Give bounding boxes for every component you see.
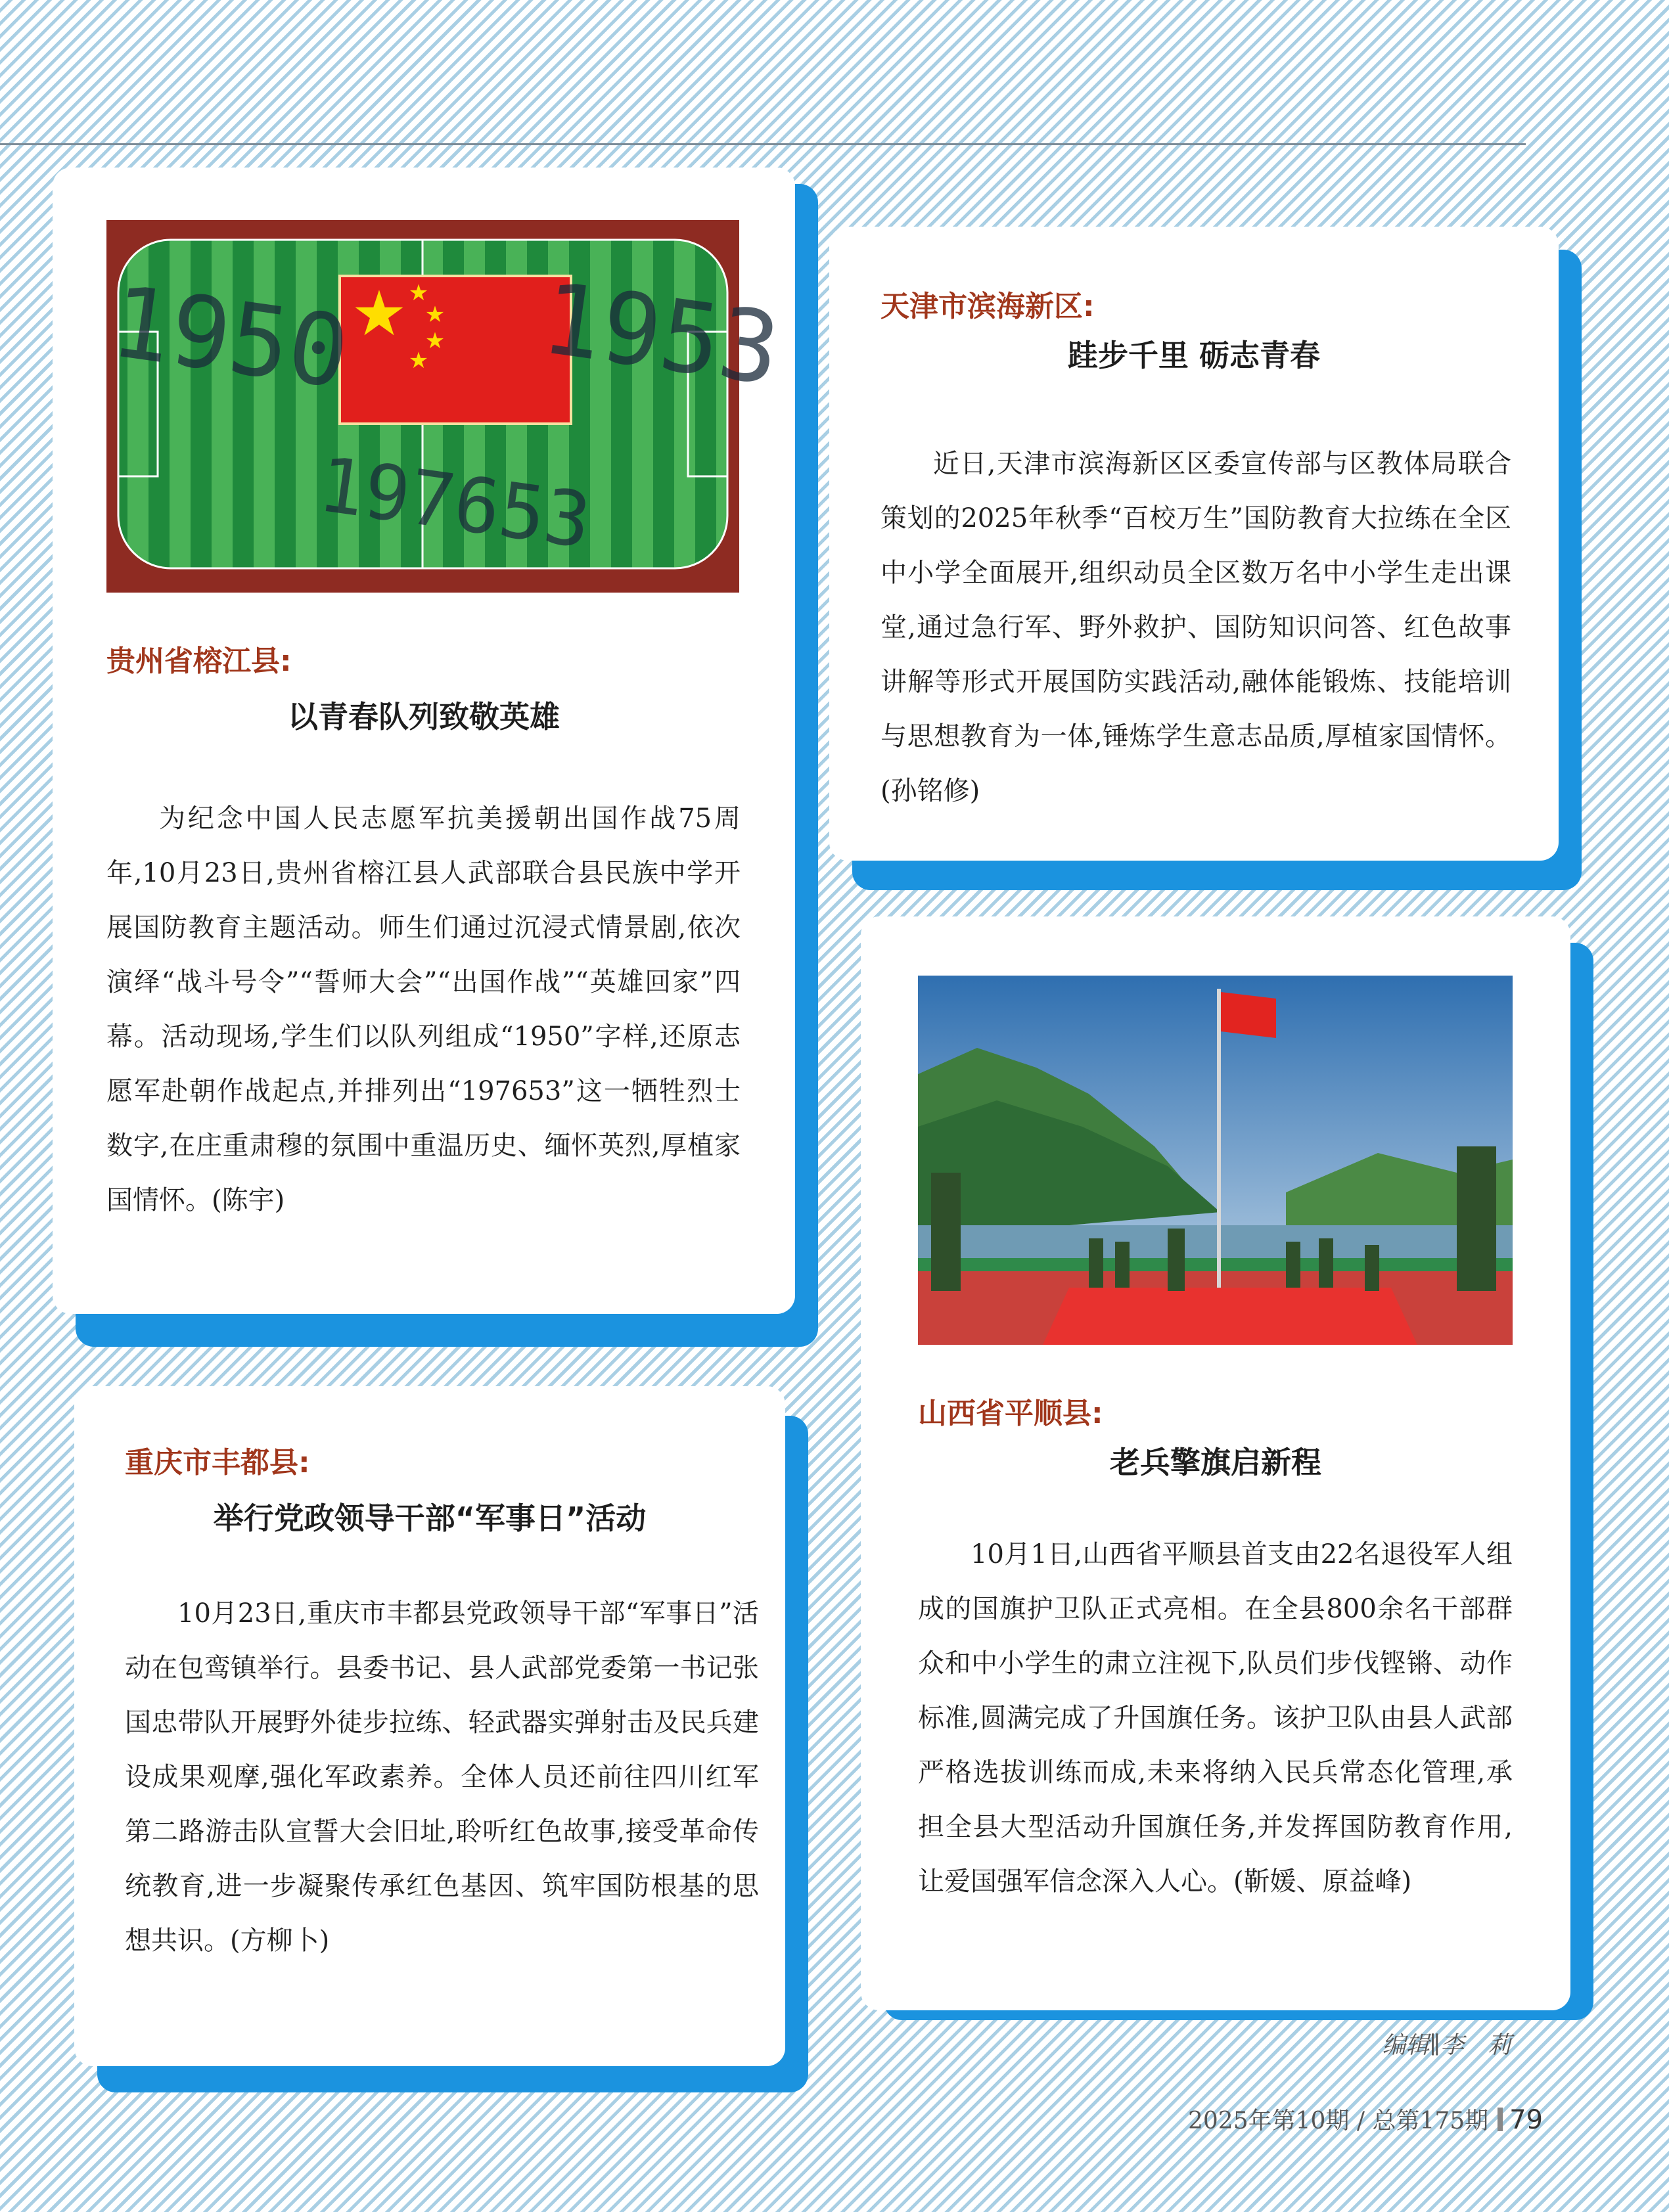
article-title: 以青春队列致敬英雄 (288, 699, 560, 734)
formation-1950: 1950 (104, 264, 355, 411)
top-rule (0, 143, 1526, 145)
editor-credit: 编辑∥李 莉 (1382, 2032, 1511, 2059)
svg-text:★: ★ (424, 302, 446, 328)
folio-divider (1498, 2108, 1503, 2131)
body-text: 近日,天津市滨海新区区委宣传部与区教体局联合策划的2025年秋季“百校万生”国防教育大拉练在全区中小学全面展开,组织动员全区数万名中小学生走出课堂,通过急行军、野外救护、国防知识问答、红色故事讲解等形式开展国防实践活动,融体能锻炼、技能培训与思想教育为一体,锤炼学生意志品质,厚植家国情怀。 (880, 449, 1511, 752)
author: (靳媛、原益峰) (1233, 1866, 1412, 1897)
article-body (880, 437, 1511, 819)
location-label: 山西省平顺县: (918, 1397, 1103, 1430)
photo-flag-raising (918, 976, 1513, 1345)
card-rongjiang (53, 168, 795, 1314)
location-label: 天津市滨海新区: (880, 290, 1095, 323)
location-label: 重庆市丰都县: (125, 1446, 310, 1479)
card-fengdu (74, 1386, 785, 2066)
issue-info: 2025年第10期 / 总第175期 (1188, 2108, 1489, 2134)
svg-text:★: ★ (424, 328, 446, 354)
formation-197653: 197653 (313, 440, 596, 566)
svg-text:★: ★ (408, 280, 429, 306)
body-text: 10月1日,山西省平顺县首支由22名退役军人组成的国旗护卫队正式亮相。在全县800余名干部群众和中小学生的肃立注视下,队员们步伐铿锵、动作标准,圆满完成了升国旗任务。该护卫队由县人武部严格选拔训练而成,未来将纳入民兵常态化管理,承担全县大型活动升国旗任务,并发挥国防教育作用,让爱国强军信念深入人心。 (918, 1539, 1513, 1897)
flag-star: ★ (351, 278, 407, 350)
author: (陈宇) (212, 1185, 285, 1215)
card-pingshun (861, 916, 1570, 2010)
article-body (106, 792, 741, 1228)
location-label: 贵州省榕江县: (106, 644, 292, 678)
article-title: 跬步千里 砺志青春 (1067, 338, 1320, 373)
flag-raising-image (918, 976, 1513, 1345)
article-body (918, 1527, 1513, 1909)
author: (孙铭修) (880, 776, 980, 806)
page-footer (1188, 2102, 1543, 2136)
author: (方柳卜) (230, 1926, 330, 1956)
card-binhai (829, 227, 1559, 861)
page-number: 79 (1509, 2105, 1543, 2135)
formation-1953: 1953 (535, 261, 787, 408)
stadium-image (104, 220, 787, 593)
svg-text:★: ★ (408, 348, 429, 374)
body-text: 为纪念中国人民志愿军抗美援朝出国作战75周年,10月23日,贵州省榕江县人武部联合县民族中学开展国防教育主题活动。师生们通过沉浸式情景剧,依次演绎“战斗号令”“誓师大会”“出国作战”“英雄回家”四幕。活动现场,学生们以队列组成“1950”字样,还原志愿军赴朝作战起点,并排列出“197653”这一牺牲烈士数字,在庄重肃穆的氛围中重温历史、缅怀英烈,厚植家国情怀。 (106, 803, 741, 1215)
body-text: 10月23日,重庆市丰都县党政领导干部“军事日”活动在包鸾镇举行。县委书记、县人武部党委第一书记张国忠带队开展野外徒步拉练、轻武器实弹射击及民兵建设成果观摩,强化军政素养。全体人员还前往四川红军第二路游击队宣誓大会旧址,聆听红色故事,接受革命传统教育,进一步凝聚传承红色基因、筑牢国防根基的思想共识。 (125, 1598, 759, 1956)
article-title: 老兵擎旗启新程 (1110, 1445, 1321, 1480)
article-title: 举行党政领导干部“军事日”活动 (213, 1501, 647, 1536)
article-body (125, 1587, 759, 1968)
photo-flag-formation (104, 220, 787, 593)
